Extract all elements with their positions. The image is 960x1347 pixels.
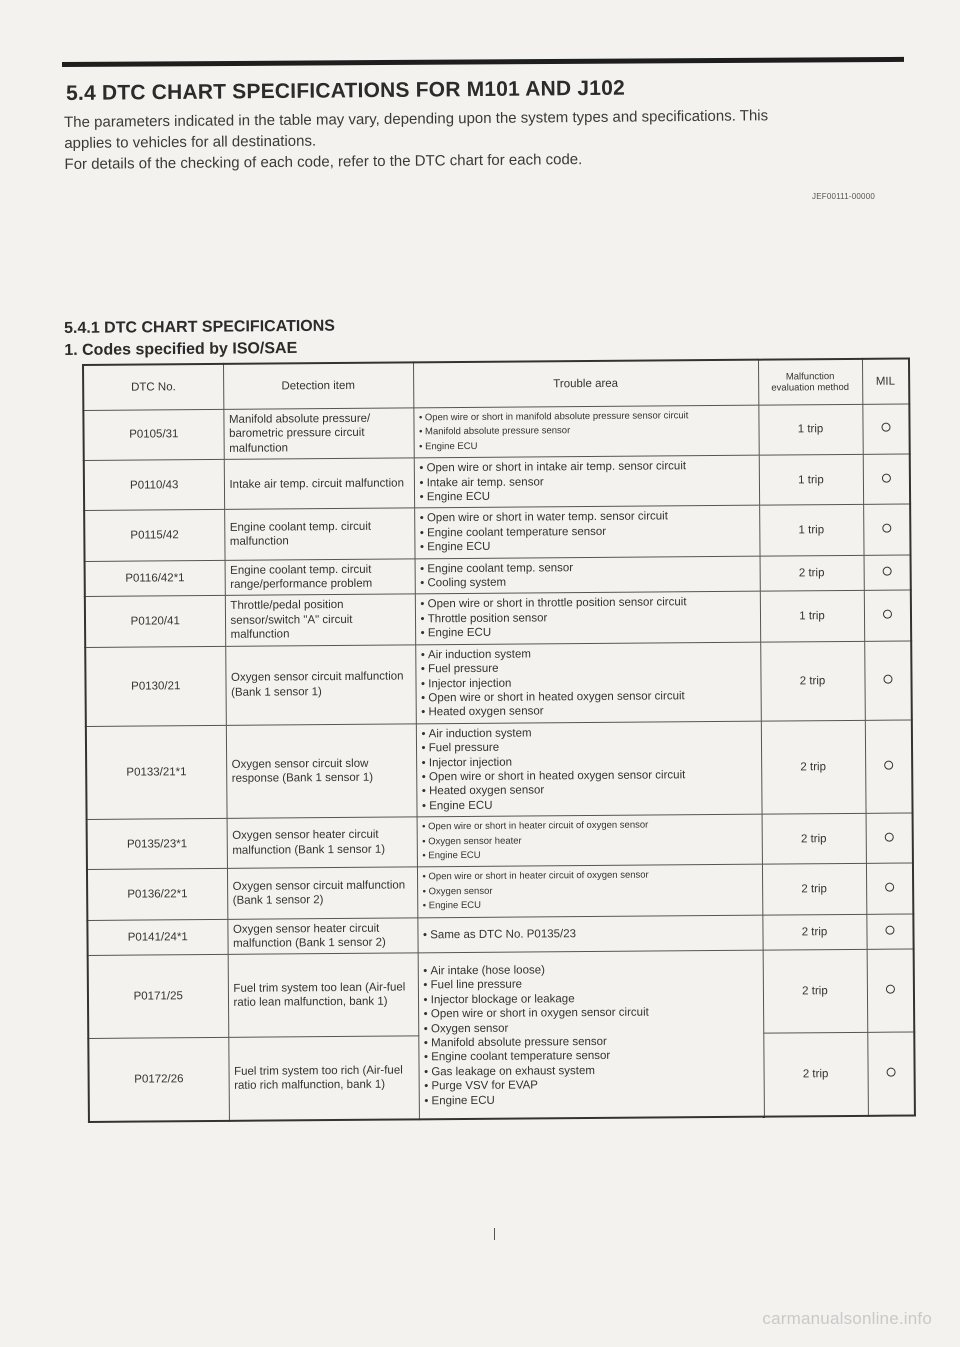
trouble-area-item: • Engine ECU [423, 897, 757, 914]
detection-item: Engine coolant temp. circuit range/performance problem [225, 559, 415, 596]
trouble-area-item: • Manifold absolute pressure sensor [424, 1034, 758, 1051]
section-title: 5.4.1 DTC CHART SPECIFICATIONS [64, 317, 335, 337]
detection-item: Manifold absolute pressure/ barometric pressure circuit malfunction [223, 408, 413, 460]
section-heading [64, 316, 335, 362]
dtc-code: P0133/21*1 [86, 725, 227, 820]
trouble-area-item: • Heated oxygen sensor [421, 703, 755, 720]
mil-circle-icon [885, 925, 894, 934]
intro-paragraph [64, 104, 915, 175]
dtc-table [82, 357, 916, 1123]
detection-item: Oxygen sensor heater circuit malfunction (Bank 1 sensor 1) [227, 817, 417, 869]
mil-cell [867, 949, 915, 1032]
evaluation-method: 1 trip [759, 505, 863, 556]
trouble-area [418, 951, 764, 1120]
detection-item: Engine coolant temp. circuit malfunction [224, 508, 414, 560]
trouble-area-item: • Open wire or short in oxygen sensor circuit [424, 1005, 758, 1022]
intro-line: For details of the checking of each code, refer to the DTC chart for each code. [64, 151, 583, 173]
document-code: JEF00111-00000 [812, 192, 875, 201]
trouble-area-item: • Engine ECU [422, 796, 756, 813]
trouble-area-item: • Oxygen sensor [423, 882, 757, 899]
dtc-code: P0172/26 [88, 1038, 229, 1123]
trouble-area-item: • Engine ECU [424, 1091, 758, 1108]
page-footer-mark [494, 1228, 495, 1240]
table-row [87, 863, 913, 920]
evaluation-method: 2 trip [763, 1033, 868, 1117]
trouble-area-item: • Air induction system [421, 724, 755, 741]
detection-item: Intake air temp. circuit malfunction [224, 458, 414, 510]
trouble-area-item: • Purge VSV for EVAP [424, 1077, 758, 1094]
table-row [84, 454, 910, 511]
table-row [87, 813, 913, 870]
trouble-area [413, 405, 758, 458]
mil-cell [863, 504, 910, 555]
dtc-code: P0130/21 [85, 646, 226, 726]
trouble-area-item: • Gas leakage on exhaust system [424, 1062, 758, 1079]
header-detection-item: Detection item [223, 362, 413, 409]
mil-circle-icon [884, 832, 893, 841]
dtc-code: P0105/31 [83, 409, 223, 460]
trouble-area-item: • Open wire or short in manifold absolute pressure sensor circuit [419, 409, 753, 426]
trouble-area [415, 642, 761, 724]
trouble-area-item: • Fuel pressure [421, 660, 755, 677]
header-trouble-area: Trouble area [413, 360, 758, 408]
evaluation-method: 1 trip [760, 591, 864, 642]
trouble-area [414, 455, 759, 508]
table-header-row [83, 359, 909, 411]
mil-circle-icon [883, 674, 892, 683]
trouble-area-item: • Injector blockage or leakage [423, 990, 757, 1007]
trouble-area-item: • Open wire or short in heated oxygen sensor circuit [421, 689, 755, 706]
mil-circle-icon [886, 985, 895, 994]
mil-circle-icon [882, 473, 891, 482]
evaluation-method: 2 trip [761, 720, 866, 814]
watermark-text: carmanualsonline.info [762, 1309, 932, 1328]
mil-circle-icon [882, 567, 891, 576]
trouble-area-item: • Open wire or short in intake air temp. sensor circuit [419, 459, 753, 476]
detection-item: Oxygen sensor circuit malfunction (Bank 1 sensor 1) [225, 645, 416, 726]
detection-item: Throttle/pedal position sensor/switch "A" circuit malfunction [225, 594, 415, 646]
table-row [85, 590, 911, 647]
trouble-area-item: • Engine coolant temperature sensor [424, 1048, 758, 1065]
trouble-area [417, 865, 762, 918]
trouble-area-item: • Injector injection [421, 674, 755, 691]
trouble-area-item: • Engine ECU [421, 624, 755, 641]
trouble-area [417, 814, 762, 867]
trouble-area-item: • Engine ECU [420, 488, 754, 505]
table-row [85, 641, 912, 727]
dtc-code: P0135/23*1 [87, 819, 227, 870]
mil-cell [863, 454, 910, 505]
trouble-area-item: • Open wire or short in heater circuit of oxygen sensor [422, 868, 756, 885]
dtc-code: P0116/42*1 [85, 560, 225, 597]
evaluation-method: 1 trip [758, 404, 862, 455]
table-row [83, 404, 909, 461]
trouble-area-item: • Throttle position sensor [420, 610, 754, 627]
trouble-area-item: • Engine coolant temp. sensor [420, 559, 754, 576]
mil-circle-icon [883, 610, 892, 619]
mil-circle-icon [881, 423, 890, 432]
dtc-code: P0171/25 [88, 955, 229, 1039]
evaluation-method: 2 trip [760, 555, 864, 592]
mil-cell [864, 641, 912, 720]
mil-circle-icon [885, 882, 894, 891]
dtc-code: P0136/22*1 [87, 869, 227, 920]
dtc-code: P0120/41 [85, 596, 225, 647]
trouble-area-item: • Intake air temp. sensor [419, 473, 753, 490]
trouble-area-item: • Engine ECU [419, 438, 753, 455]
evaluation-method: 1 trip [759, 455, 863, 506]
trouble-area [415, 592, 760, 645]
evaluation-method: 2 trip [762, 914, 866, 951]
trouble-area-item: • Engine coolant temperature sensor [420, 524, 754, 541]
header-malfunction-method: Malfunction evaluation method [758, 359, 862, 405]
mil-cell [866, 863, 913, 914]
detection-item: Oxygen sensor heater circuit malfunction (Bank 1 sensor 2) [227, 917, 417, 954]
trouble-area-item: • Oxygen sensor heater [422, 832, 756, 849]
trouble-area-item: • Engine ECU [420, 538, 754, 555]
intro-line: applies to vehicles for all destinations. [64, 132, 317, 152]
mil-cell [864, 555, 911, 591]
mil-cell [866, 914, 913, 950]
evaluation-method: 2 trip [762, 864, 866, 915]
table-row [84, 504, 910, 561]
table-row [86, 720, 913, 820]
detection-item: Oxygen sensor circuit malfunction (Bank 1 sensor 2) [227, 867, 417, 919]
trouble-area-item: • Fuel line pressure [423, 976, 757, 993]
trouble-area-item: • Injector injection [422, 753, 756, 770]
section-subtitle: 1. Codes specified by ISO/SAE [64, 339, 298, 359]
trouble-area-item: • Open wire or short in heater circuit of oxygen sensor [422, 818, 756, 835]
trouble-area-item: • Heated oxygen sensor [422, 782, 756, 799]
trouble-area-item: • Oxygen sensor [424, 1019, 758, 1036]
evaluation-method: 2 trip [762, 814, 866, 865]
header-mil: MIL [862, 359, 909, 405]
detection-item: Oxygen sensor circuit slow response (Bank 1 sensor 1) [226, 724, 417, 819]
page-title: 5.4 DTC CHART SPECIFICATIONS FOR M101 AND J102 [66, 76, 626, 105]
trouble-area [417, 915, 762, 954]
dtc-table-container [82, 358, 914, 1124]
trouble-area-item: • Engine ECU [422, 847, 756, 864]
trouble-area-item: • Air induction system [421, 645, 755, 662]
trouble-area [415, 556, 760, 595]
intro-line: The parameters indicated in the table may vary, depending upon the system types and specifications. This [64, 107, 769, 131]
dtc-code: P0110/43 [84, 460, 224, 511]
trouble-area [416, 721, 762, 817]
trouble-area-item: • Air intake (hose loose) [423, 962, 757, 979]
top-rule [62, 57, 904, 67]
dtc-code: P0141/24*1 [87, 919, 227, 956]
dtc-code: P0115/42 [84, 510, 224, 561]
detection-item: Fuel trim system too rich (Air-fuel ratio rich malfunction, bank 1) [228, 1036, 419, 1121]
mil-cell [866, 813, 913, 864]
evaluation-method: 2 trip [760, 641, 865, 721]
detection-item: Fuel trim system too lean (Air-fuel ratio lean malfunction, bank 1) [228, 953, 419, 1037]
mil-circle-icon [886, 1068, 895, 1077]
mil-circle-icon [884, 760, 893, 769]
header-dtc-no: DTC No. [83, 364, 223, 411]
trouble-area-item: • Same as DTC No. P0135/23 [423, 926, 757, 943]
mil-circle-icon [882, 523, 891, 532]
trouble-area [414, 506, 759, 559]
trouble-area-item: • Open wire or short in water temp. sensor circuit [420, 509, 754, 526]
trouble-area-item: • Cooling system [420, 574, 754, 591]
mil-cell [864, 590, 911, 641]
trouble-area-item: • Manifold absolute pressure sensor [419, 423, 753, 440]
trouble-area-item: • Fuel pressure [421, 739, 755, 756]
evaluation-method: 2 trip [763, 950, 868, 1034]
mil-cell [862, 404, 909, 455]
trouble-area-item: • Open wire or short in heated oxygen sensor circuit [422, 768, 756, 785]
table-row [88, 949, 915, 1038]
trouble-area-item: • Open wire or short in throttle position sensor circuit [420, 595, 754, 612]
mil-cell [865, 720, 913, 814]
mil-cell [867, 1032, 915, 1116]
